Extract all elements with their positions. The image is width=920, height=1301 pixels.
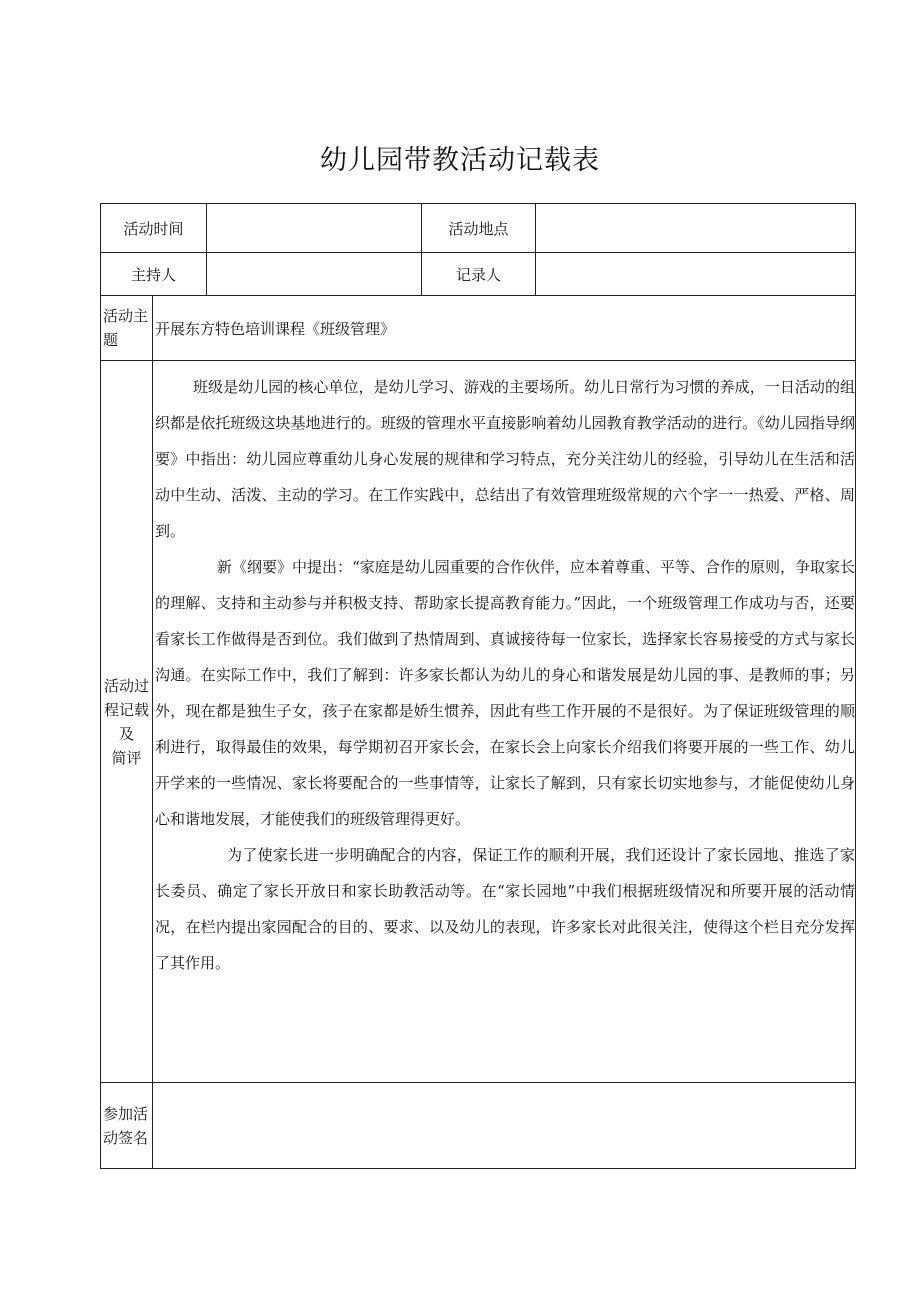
row-host-recorder: [101, 253, 856, 296]
process-paragraph: 班级是幼儿园的核心单位，是幼儿学习、游戏的主要场所。幼儿日常行为习惯的养成，一日活动的组织都是依托班级这块基地进行的。班级的管理水平直接影响着幼儿园教育教学活动的进行。《幼儿园指导纲要》中指出：幼儿园应尊重幼儿身心发展的规律和学习特点，充分关注幼儿的经验，引导幼儿在生活和活动中生动、活泼、主动的学习。在工作实践中，总结出了有效管理班级常规的六个字一一热爱、严格、周到。: [155, 378, 856, 540]
process-label-line: 活动过: [103, 676, 149, 695]
process-label-line: 及: [118, 724, 134, 743]
recorder-label: 记录人: [422, 253, 536, 296]
activity-record-table: [100, 203, 856, 1169]
signature-label-line: 动签名: [103, 1128, 149, 1147]
signature-label: [101, 1083, 153, 1169]
page-title: 幼儿园带教活动记载表: [320, 145, 600, 176]
activity-time-label: 活动时间: [101, 204, 207, 253]
theme-field[interactable]: 开展东方特色培训课程《班级管理》: [153, 296, 856, 361]
activity-time-field[interactable]: [207, 204, 422, 253]
row-time-location: [101, 204, 856, 253]
host-field[interactable]: [207, 253, 422, 296]
theme-label: [101, 296, 153, 361]
signature-field[interactable]: [153, 1083, 856, 1169]
location-label: 活动地点: [422, 204, 536, 253]
process-content[interactable]: [153, 361, 856, 1083]
process-paragraph: 为了使家长进一步明确配合的内容，保证工作的顺利开展，我们还设计了家长园地、推选了家长委员、确定了家长开放日和家长助教活动等。在“家长园地”中我们根据班级情况和所要开展的活动情况，在栏内提出家园配合的目的、要求、以及幼儿的表现，许多家长对此很关注，使得这个栏目充分发挥了其作用。: [155, 846, 856, 972]
host-label: 主持人: [101, 253, 207, 296]
row-signature: [101, 1083, 856, 1169]
theme-label-line: 活动主: [103, 307, 149, 325]
location-field[interactable]: [536, 204, 856, 253]
theme-label-line: 题: [103, 331, 119, 349]
process-label: [101, 361, 153, 1083]
process-label-line: 程记载: [103, 700, 149, 719]
row-theme: [101, 296, 856, 361]
signature-label-line: 参加活: [103, 1104, 149, 1123]
process-label-line: 简评: [111, 748, 142, 767]
row-process: [101, 361, 856, 1083]
recorder-field[interactable]: [536, 253, 856, 296]
process-paragraph: 新《纲要》中提出：“家庭是幼儿园重要的合作伙伴，应本着尊重、平等、合作的原则，争取家长的理解、支持和主动参与并积极支持、帮助家长提高教育能力。”因此，一个班级管理工作成功与否，还要看家长工作做得是否到位。我们做到了热情周到、真诚接待每一位家长，选择家长容易接受的方式与家长沟通。在实际工作中，我们了解到：许多家长都认为幼儿的身心和谐发展是幼儿园的事、是教师的事；另外，现在都是独生子女，孩子在家都是娇生惯养，因此有些工作开展的不是很好。为了保证班级管理的顺利进行，取得最佳的效果，每学期初召开家长会，在家长会上向家长介绍我们将要开展的一些工作、幼儿开学来的一些情况、家长将要配合的一些事情等，让家长了解到，只有家长切实地参与，才能促使幼儿身心和谐地发展，才能使我们的班级管理得更好。: [155, 558, 856, 828]
